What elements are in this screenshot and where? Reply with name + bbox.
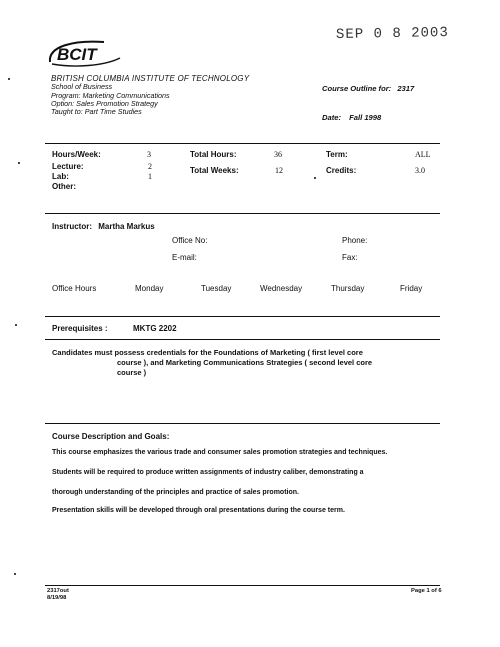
footer-page-number: Page 1 of 6 (411, 588, 442, 594)
office-hours-day: Monday (135, 284, 164, 293)
total-hours-value: 36 (274, 150, 282, 159)
course-outline-value: 2317 (397, 84, 415, 93)
course-outline-label: Course Outline for: (322, 84, 392, 93)
footer-date: 8/19/98 (47, 595, 67, 601)
office-hours-label: Office Hours (52, 284, 97, 293)
instructor-name: Martha Markus (98, 222, 155, 231)
hours-week-value: 3 (147, 150, 151, 159)
divider (45, 339, 440, 340)
description-line: Students will be required to produce written assignments of industry caliber, demonstrating a (52, 469, 364, 476)
office-number-label: Office No: (172, 236, 208, 245)
email-label: E-mail: (172, 253, 197, 262)
school-name: School of Business (51, 82, 113, 92)
description-line: thorough understanding of the principles and practice of sales promotion. (52, 489, 299, 496)
institute-name: BRITISH COLUMBIA INSTITUTE OF TECHNOLOGY (51, 74, 250, 83)
institution-header (51, 75, 249, 116)
date-label: Date: (322, 113, 341, 122)
hours-week-label: Hours/Week: (52, 150, 101, 159)
svg-text:BCIT: BCIT (57, 45, 97, 64)
footer-code: 2317out (47, 588, 69, 594)
taught-to: Taught to: Part Time Studies (51, 107, 142, 117)
divider (45, 423, 440, 424)
term-label: Term: (326, 150, 348, 159)
scan-speck (8, 78, 10, 80)
other-label: Other: (52, 182, 76, 191)
divider (45, 213, 440, 214)
prerequisites-value: MKTG 2202 (133, 324, 177, 333)
lab-label: Lab: (52, 172, 69, 181)
phone-label: Phone: (342, 236, 368, 245)
office-hours-day: Wednesday (260, 284, 303, 293)
divider (45, 316, 440, 317)
total-weeks-value: 12 (275, 166, 283, 175)
office-hours-day: Tuesday (201, 284, 232, 293)
credits-value: 3.0 (415, 166, 425, 175)
scan-speck (314, 177, 316, 179)
date-value: Fall 1998 (349, 113, 382, 122)
description-line: Presentation skills will be developed through oral presentations during the course term. (52, 507, 345, 514)
instructor-label: Instructor: (52, 222, 92, 231)
scan-speck (15, 324, 17, 326)
footer-divider (45, 585, 440, 586)
prerequisites-label: Prerequisites : (52, 324, 108, 333)
program-name: Program: Marketing Communications (51, 90, 170, 100)
office-hours-day: Thursday (331, 284, 365, 293)
option-name: Option: Sales Promotion Strategy (51, 98, 158, 108)
description-line: This course emphasizes the various trade and consumer sales promotion strategies and techniques. (52, 449, 388, 456)
instructor-field (52, 222, 155, 231)
office-hours-day: Friday (400, 284, 423, 293)
total-weeks-label: Total Weeks: (190, 166, 239, 175)
divider (45, 143, 440, 144)
candidates-requirement-line: course ), and Marketing Communications Strategies ( second level core (117, 358, 373, 367)
credits-label: Credits: (326, 166, 357, 175)
lab-value: 1 (148, 172, 152, 181)
candidates-requirement-line: course ) (117, 368, 147, 377)
candidates-requirement-line: Candidates must possess credentials for the Foundations of Marketing ( first level core (52, 348, 363, 357)
scan-speck (14, 573, 16, 575)
lecture-label: Lecture: (52, 162, 84, 171)
date-field (322, 113, 381, 122)
bcit-logo (44, 36, 124, 74)
total-hours-label: Total Hours: (190, 150, 237, 159)
scan-speck (18, 162, 20, 164)
fax-label: Fax: (342, 253, 358, 262)
term-value: ALL (415, 150, 431, 159)
received-date-stamp: SEP 0 8 2003 (335, 25, 449, 43)
course-description-heading: Course Description and Goals: (52, 432, 170, 441)
course-outline-field (322, 84, 414, 93)
lecture-value: 2 (148, 162, 152, 171)
